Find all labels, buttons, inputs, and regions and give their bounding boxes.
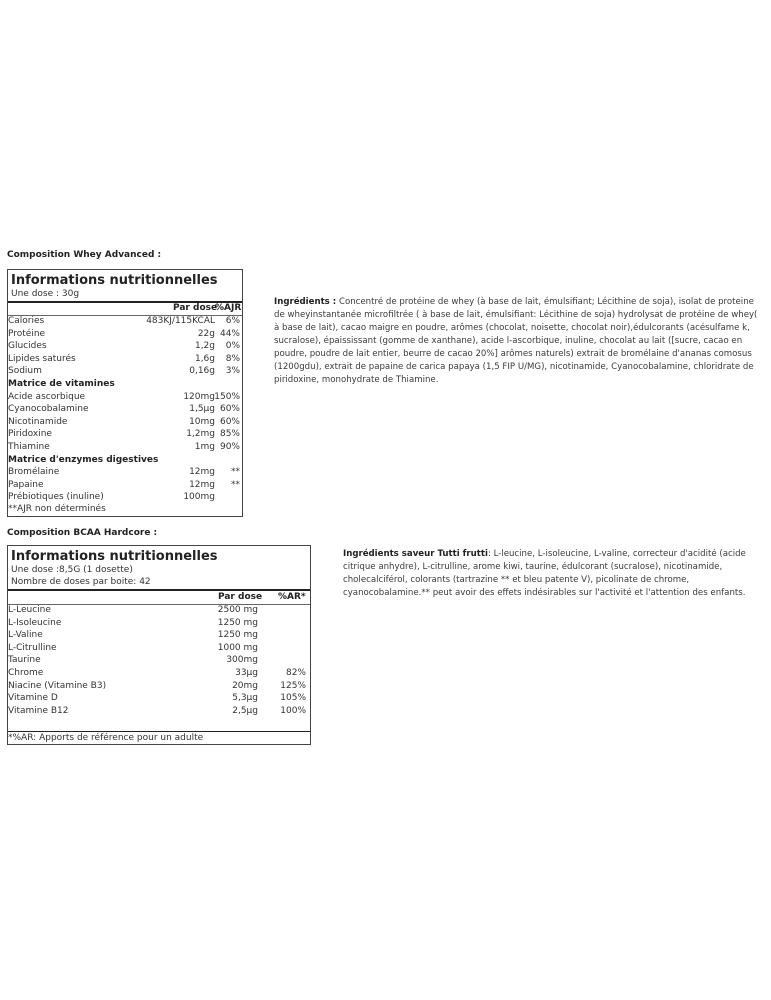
whey-table-title: Informations nutritionnelles — [11, 273, 218, 288]
table-row — [8, 618, 310, 631]
row-name: Nicotinamide — [8, 416, 68, 427]
bcaa-table-title: Informations nutritionnelles — [11, 549, 218, 564]
row-pct: 105% — [280, 693, 306, 704]
row-dose: 22g — [197, 328, 215, 339]
row-dose: 1,6g — [194, 353, 215, 364]
row-pct: 125% — [280, 680, 306, 691]
table-row — [8, 417, 242, 430]
whey-ingredients-label: Ingrédients : — [274, 297, 337, 307]
row-pct: 60% — [219, 404, 240, 415]
table-row — [8, 354, 242, 367]
row-name: Piridoxine — [8, 429, 52, 440]
row-name: Acide ascorbique — [8, 391, 86, 402]
row-name: Prébiotiques (inuline) — [8, 492, 104, 503]
bcaa-ingredients-text: : L-leucine, L-isoleucine, L-valine, correcteur d'acidité (acide citrique anhydre), L-citrulline, arome kiwi, taurine, édulcorant (sucralose), nicotinamide, cholecalciférol, colorants (tartrazine ** et bleu patente V), picolinate de chrome, cyanocobalamine.** peut avoir des effets indésirables sur l'activité et l'attention des enfants. — [343, 549, 746, 598]
row-name: Lipides saturés — [8, 353, 76, 364]
row-name: L-Leucine — [8, 605, 51, 615]
row-dose: 12mg — [189, 467, 215, 478]
table-row — [8, 681, 310, 694]
bcaa-col-dose: Par dose — [218, 592, 263, 602]
row-name: Vitamine D — [8, 693, 58, 704]
row-name: L-Isoleucine — [8, 617, 62, 628]
row-dose: 10mg — [189, 416, 215, 427]
table-row — [8, 467, 242, 480]
bcaa-thick-rule — [8, 589, 310, 591]
bcaa-servings: Nombre de doses par boite: 42 — [11, 577, 151, 587]
row-pct: 3% — [225, 366, 240, 377]
bcaa-col-ar: %AR* — [278, 592, 306, 602]
row-dose: 120mg — [183, 391, 215, 402]
row-name: Bromélaine — [8, 467, 60, 478]
row-pct: 82% — [285, 668, 306, 678]
row-dose: 1250 mg — [217, 617, 258, 628]
row-pct: 85% — [219, 429, 240, 440]
whey-col-ajr: %AJR — [215, 303, 242, 313]
row-name: L-Citrulline — [8, 642, 57, 653]
row-name: Niacine (Vitamine B3) — [8, 680, 107, 691]
row-pct: 44% — [219, 328, 240, 339]
bcaa-heading: Composition BCAA Hardcore : — [7, 528, 158, 538]
row-dose: 0,16g — [189, 366, 215, 377]
whey-footnote: **AJR non déterminés — [8, 504, 106, 514]
row-name: Sodium — [8, 366, 42, 377]
row-dose: 1,2mg — [186, 429, 215, 440]
row-dose: 483KJ/115KCAL — [146, 316, 215, 326]
row-name: Cyanocobalamine — [8, 404, 89, 415]
row-pct: 60% — [219, 416, 240, 427]
row-pct: 90% — [219, 442, 240, 452]
table-row — [8, 630, 310, 643]
whey-ingredients-text: Concentré de protéine de whey (à base de lait, émulsifiant; Lécithine de soja), isolat de proteine de wheyinstantanée microfiltrée ( à base de lait, émulsifiant: Lécithine de soja) hydrolysat de protéine de whey( à base de lait), cacao maigre en poudre, arômes (chocolat, noisette, chocolat noir),édulcorants (acésulfame k, sucralose), épaississant (gomme de xanthane), acide l-ascorbique, inuline, chocolat au lait ([sucre, cacao en poudre, poudre de lait entier, beurre de cacao 20%] arômes naturels) extrait de bromélaine d'ananas comosus (1200gdu), extrait de papaine de carica papaya (1,5 FIP U/MG), nicotinamide, Cyanocobalamine, chloridrate de piridoxine, monohydrate de Thiamine. — [274, 297, 758, 385]
row-pct: 150% — [214, 391, 240, 402]
row-dose: 20mg — [232, 680, 258, 691]
table-row — [8, 392, 242, 405]
table-row — [8, 329, 242, 342]
row-pct: 6% — [225, 316, 240, 326]
row-dose: 5,3µg — [232, 693, 258, 704]
row-name: Protéine — [8, 328, 46, 339]
row-dose: 1,5µg — [189, 404, 215, 415]
row-name: Papaine — [8, 479, 44, 490]
bcaa-ingredients — [343, 548, 763, 600]
whey-col-dose: Par dose — [173, 303, 218, 313]
row-dose: 33µg — [235, 668, 258, 678]
row-name: Calories — [8, 316, 45, 326]
row-dose: 300mg — [226, 655, 258, 666]
whey-nutrition-table — [7, 269, 243, 517]
whey-section-enzymes: Matrice d'enzymes digestives — [8, 454, 159, 465]
whey-dose: Une dose : 30g — [11, 289, 80, 299]
whey-section-vitamins: Matrice de vitamines — [8, 379, 115, 389]
whey-heading: Composition Whey Advanced : — [7, 250, 162, 260]
row-dose: 100mg — [183, 492, 215, 503]
bcaa-dose: Une dose :8,5G (1 dosette) — [11, 565, 133, 575]
row-pct: ** — [231, 479, 240, 490]
row-name: Thiamine — [8, 442, 50, 452]
table-row — [8, 480, 242, 493]
row-name: Vitamine B12 — [8, 705, 69, 716]
table-row — [8, 693, 310, 706]
bcaa-nutrition-table — [7, 545, 311, 745]
row-dose: 1,2g — [194, 341, 215, 352]
table-row — [8, 442, 242, 455]
row-pct: 8% — [225, 353, 240, 364]
row-dose: 2500 mg — [217, 605, 258, 615]
table-row — [8, 706, 310, 719]
whey-ingredients — [274, 296, 765, 387]
row-dose: 2,5µg — [232, 705, 258, 716]
row-pct: 100% — [280, 705, 306, 716]
row-name: Glucides — [8, 341, 47, 352]
table-row — [8, 655, 310, 668]
table-row — [8, 643, 310, 656]
row-dose: 1000 mg — [217, 642, 258, 653]
table-row — [8, 429, 242, 442]
row-dose: 1250 mg — [217, 630, 258, 641]
table-row — [8, 316, 242, 329]
bcaa-footnote: *%AR: Apports de référence pour un adulte — [8, 733, 204, 743]
row-pct: 0% — [225, 341, 240, 352]
row-dose: 12mg — [189, 479, 215, 490]
row-name: Chrome — [8, 668, 44, 678]
row-pct: ** — [231, 467, 240, 478]
table-row — [8, 605, 310, 618]
bcaa-footer-rule — [8, 731, 310, 732]
row-name: Taurine — [8, 655, 41, 666]
table-row — [8, 668, 310, 681]
bcaa-ingredients-label: Ingrédients saveur Tutti frutti — [343, 549, 488, 559]
row-dose: 1mg — [194, 442, 215, 452]
table-row — [8, 341, 242, 354]
table-row — [8, 404, 242, 417]
row-name: L-Valine — [8, 630, 43, 641]
table-row — [8, 366, 242, 379]
